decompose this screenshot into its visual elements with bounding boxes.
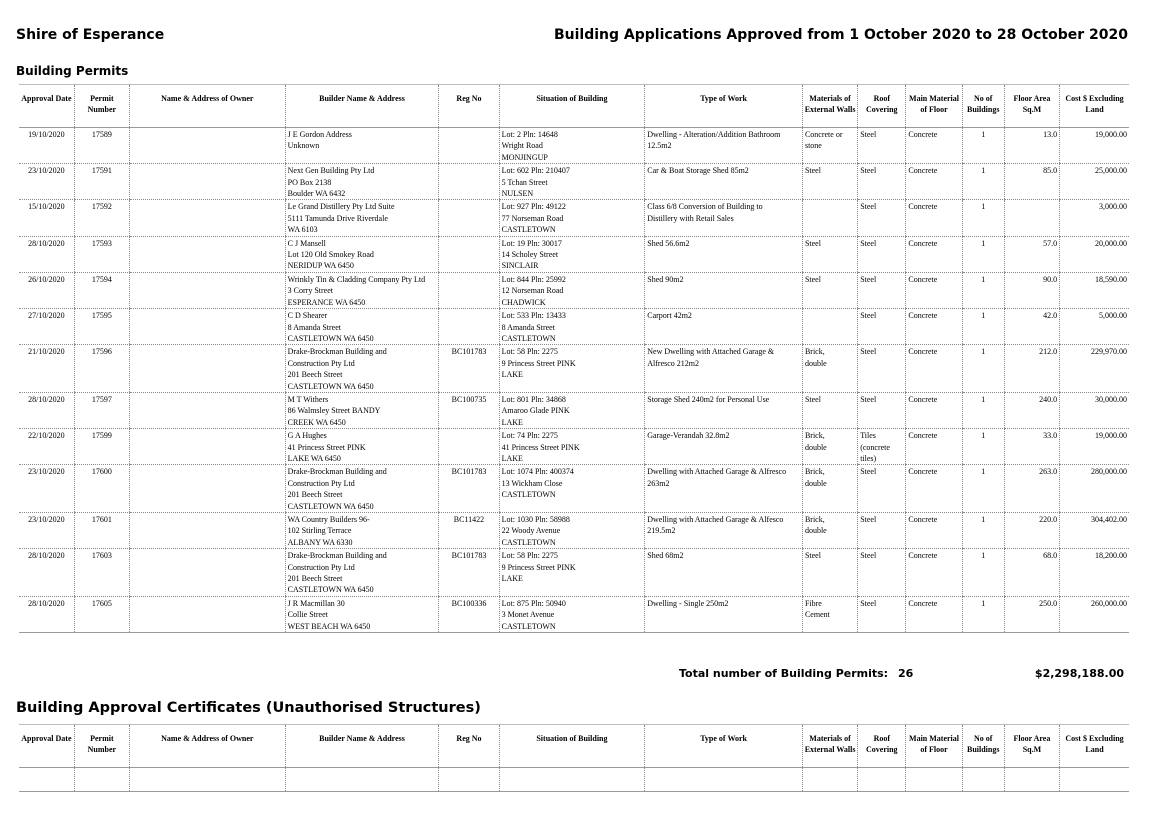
builder-cell: J R Macmillan 30 Collie Street WEST BEACH WA 6450: [285, 596, 439, 632]
col-header-owner: Name & Address of Owner: [129, 725, 285, 768]
col-header-reg-no: Reg No: [439, 85, 499, 128]
roof-covering-cell: Steel: [858, 392, 906, 428]
owner-cell: [129, 345, 285, 393]
type-of-work-cell: Shed 90m2: [645, 272, 803, 308]
owner-cell: [129, 128, 285, 164]
floor-material-cell: Concrete: [906, 309, 962, 345]
col-header-floor-material: Main Material of Floor: [906, 725, 962, 768]
empty-cell: [858, 768, 906, 792]
no-of-buildings-cell: 1: [962, 549, 1004, 597]
roof-covering-cell: Steel: [858, 465, 906, 513]
col-header-roof-covering: Roof Covering: [858, 725, 906, 768]
col-header-floor-material: Main Material of Floor: [906, 85, 962, 128]
reg-no-cell: [439, 236, 499, 272]
floor-material-cell: Concrete: [906, 236, 962, 272]
type-of-work-cell: Garage-Verandah 32.8m2: [645, 429, 803, 465]
external-walls-cell: Steel: [802, 392, 857, 428]
floor-area-cell: 212.0: [1004, 345, 1059, 393]
roof-covering-cell: Steel: [858, 236, 906, 272]
situation-cell: Lot: 602 Pln: 210407 5 Tchan Street NULSEN: [499, 164, 645, 200]
floor-area-cell: 13.0: [1004, 128, 1059, 164]
empty-cell: [1060, 768, 1129, 792]
approval-date-cell: 28/10/2020: [19, 549, 74, 597]
roof-covering-cell: Steel: [858, 345, 906, 393]
cost-cell: 20,000.00: [1060, 236, 1129, 272]
roof-covering-cell: Steel: [858, 272, 906, 308]
type-of-work-cell: New Dwelling with Attached Garage & Alfresco 212m2: [645, 345, 803, 393]
org-name: Shire of Esperance: [16, 27, 165, 43]
permit-row: [19, 272, 1129, 308]
type-of-work-cell: Class 6/8 Conversion of Building to Distillery with Retail Sales: [645, 200, 803, 236]
col-header-builder: Builder Name & Address: [285, 725, 439, 768]
builder-cell: J E Gordon Address Unknown: [285, 128, 439, 164]
type-of-work-cell: Dwelling with Attached Garage & Alfesco 219.5m2: [645, 513, 803, 549]
situation-cell: Lot: 533 Pln: 13433 8 Amanda Street CASTLETOWN: [499, 309, 645, 345]
floor-area-cell: 57.0: [1004, 236, 1059, 272]
empty-cell: [802, 768, 857, 792]
col-header-reg-no: Reg No: [439, 725, 499, 768]
roof-covering-cell: Steel: [858, 128, 906, 164]
situation-cell: Lot: 1074 Pln: 400374 13 Wickham Close CASTLETOWN: [499, 465, 645, 513]
owner-cell: [129, 465, 285, 513]
owner-cell: [129, 200, 285, 236]
permit-number-cell: 17603: [74, 549, 129, 597]
empty-cell: [439, 768, 499, 792]
certificates-body: [19, 768, 1129, 792]
floor-material-cell: Concrete: [906, 200, 962, 236]
floor-area-cell: 263.0: [1004, 465, 1059, 513]
empty-cell: [906, 768, 962, 792]
empty-cell: [645, 768, 803, 792]
builder-cell: Le Grand Distillery Pty Ltd Suite 5111 Tamunda Drive Riverdale WA 6103: [285, 200, 439, 236]
floor-area-cell: 220.0: [1004, 513, 1059, 549]
col-header-roof-covering: Roof Covering: [858, 85, 906, 128]
floor-material-cell: Concrete: [906, 429, 962, 465]
permit-row: [19, 309, 1129, 345]
approval-date-cell: 23/10/2020: [19, 164, 74, 200]
building-permits-heading: Building Permits: [16, 64, 129, 78]
permit-number-cell: 17591: [74, 164, 129, 200]
type-of-work-cell: Car & Boat Storage Shed 85m2: [645, 164, 803, 200]
floor-material-cell: Concrete: [906, 345, 962, 393]
owner-cell: [129, 596, 285, 632]
reg-no-cell: [439, 164, 499, 200]
permit-row: [19, 236, 1129, 272]
situation-cell: Lot: 74 Pln: 2275 41 Princess Street PINK LAKE: [499, 429, 645, 465]
situation-cell: Lot: 58 Pln: 2275 9 Princess Street PINK LAKE: [499, 549, 645, 597]
col-header-external-walls: Materials of External Walls: [802, 85, 857, 128]
empty-cell: [962, 768, 1004, 792]
empty-cell: [19, 768, 74, 792]
roof-covering-cell: Steel: [858, 200, 906, 236]
floor-material-cell: Concrete: [906, 513, 962, 549]
cost-cell: 304,402.00: [1060, 513, 1129, 549]
external-walls-cell: [802, 200, 857, 236]
building-permits-table: [19, 84, 1129, 633]
permit-number-cell: 17589: [74, 128, 129, 164]
situation-cell: Lot: 19 Pln: 30017 14 Scholey Street SINCLAIR: [499, 236, 645, 272]
col-header-cost: Cost $ Excluding Land: [1060, 725, 1129, 768]
no-of-buildings-cell: 1: [962, 128, 1004, 164]
situation-cell: Lot: 875 Pln: 50940 3 Monet Avenue CASTLETOWN: [499, 596, 645, 632]
cost-cell: 18,200.00: [1060, 549, 1129, 597]
empty-cell: [74, 768, 129, 792]
cost-cell: 5,000.00: [1060, 309, 1129, 345]
permit-row: [19, 128, 1129, 164]
reg-no-cell: BC100336: [439, 596, 499, 632]
empty-cell: [499, 768, 645, 792]
type-of-work-cell: Dwelling - Alteration/Addition Bathroom 12.5m2: [645, 128, 803, 164]
no-of-buildings-cell: 1: [962, 513, 1004, 549]
reg-no-cell: BC100735: [439, 392, 499, 428]
roof-covering-cell: Steel: [858, 309, 906, 345]
situation-cell: Lot: 1030 Pln: 58988 22 Woody Avenue CASTLETOWN: [499, 513, 645, 549]
floor-material-cell: Concrete: [906, 164, 962, 200]
builder-cell: WA Country Builders 96- 102 Stirling Terrace ALBANY WA 6330: [285, 513, 439, 549]
approval-date-cell: 28/10/2020: [19, 596, 74, 632]
no-of-buildings-cell: 1: [962, 465, 1004, 513]
permit-row: [19, 549, 1129, 597]
owner-cell: [129, 429, 285, 465]
approval-date-cell: 28/10/2020: [19, 392, 74, 428]
roof-covering-cell: Steel: [858, 596, 906, 632]
external-walls-cell: [802, 309, 857, 345]
col-header-approval-date: Approval Date: [19, 85, 74, 128]
permit-number-cell: 17593: [74, 236, 129, 272]
cost-cell: 25,000.00: [1060, 164, 1129, 200]
floor-area-cell: 240.0: [1004, 392, 1059, 428]
approval-date-cell: 28/10/2020: [19, 236, 74, 272]
col-header-owner: Name & Address of Owner: [129, 85, 285, 128]
permit-row: [19, 200, 1129, 236]
col-header-no-of-buildings: No of Buildings: [962, 725, 1004, 768]
external-walls-cell: Brick, double: [802, 345, 857, 393]
col-header-approval-date: Approval Date: [19, 725, 74, 768]
floor-material-cell: Concrete: [906, 596, 962, 632]
no-of-buildings-cell: 1: [962, 164, 1004, 200]
floor-material-cell: Concrete: [906, 392, 962, 428]
reg-no-cell: BC101783: [439, 549, 499, 597]
owner-cell: [129, 549, 285, 597]
external-walls-cell: Fibre Cement: [802, 596, 857, 632]
col-header-situation: Situation of Building: [499, 85, 645, 128]
floor-area-cell: 90.0: [1004, 272, 1059, 308]
permit-number-cell: 17599: [74, 429, 129, 465]
floor-material-cell: Concrete: [906, 549, 962, 597]
reg-no-cell: [439, 272, 499, 308]
floor-area-cell: 33.0: [1004, 429, 1059, 465]
roof-covering-cell: Tiles (concrete tiles): [858, 429, 906, 465]
permit-row: [19, 164, 1129, 200]
col-header-situation: Situation of Building: [499, 725, 645, 768]
col-header-type-of-work: Type of Work: [645, 725, 803, 768]
permit-row: [19, 345, 1129, 393]
no-of-buildings-cell: 1: [962, 200, 1004, 236]
type-of-work-cell: Dwelling - Single 250m2: [645, 596, 803, 632]
external-walls-cell: Brick, double: [802, 429, 857, 465]
owner-cell: [129, 236, 285, 272]
floor-area-cell: [1004, 200, 1059, 236]
permit-row: [19, 465, 1129, 513]
approval-certificates-table: [19, 724, 1129, 792]
builder-cell: M T Withers 86 Walmsley Street BANDY CREEK WA 6450: [285, 392, 439, 428]
cost-cell: 18,590.00: [1060, 272, 1129, 308]
empty-cell: [1004, 768, 1059, 792]
reg-no-cell: BC101783: [439, 465, 499, 513]
approval-date-cell: 22/10/2020: [19, 429, 74, 465]
type-of-work-cell: Shed 68m2: [645, 549, 803, 597]
floor-area-cell: 85.0: [1004, 164, 1059, 200]
situation-cell: Lot: 927 Pln: 49122 77 Norseman Road CASTLETOWN: [499, 200, 645, 236]
col-header-permit-number: Permit Number: [74, 725, 129, 768]
col-header-cost: Cost $ Excluding Land: [1060, 85, 1129, 128]
builder-cell: Drake-Brockman Building and Construction Pty Ltd 201 Beech Street CASTLETOWN WA 6450: [285, 549, 439, 597]
reg-no-cell: BC11422: [439, 513, 499, 549]
floor-material-cell: Concrete: [906, 272, 962, 308]
approval-date-cell: 19/10/2020: [19, 128, 74, 164]
approval-certificates-heading: Building Approval Certificates (Unauthorised Structures): [16, 700, 481, 716]
floor-material-cell: Concrete: [906, 128, 962, 164]
floor-area-cell: 250.0: [1004, 596, 1059, 632]
total-permits-cost: $2,298,188.00: [1034, 667, 1124, 680]
col-header-permit-number: Permit Number: [74, 85, 129, 128]
approval-date-cell: 23/10/2020: [19, 465, 74, 513]
reg-no-cell: [439, 200, 499, 236]
situation-cell: Lot: 58 Pln: 2275 9 Princess Street PINK LAKE: [499, 345, 645, 393]
permits-body: [19, 128, 1129, 633]
reg-no-cell: [439, 128, 499, 164]
roof-covering-cell: Steel: [858, 549, 906, 597]
permit-number-cell: 17596: [74, 345, 129, 393]
type-of-work-cell: Dwelling with Attached Garage & Alfresco 263m2: [645, 465, 803, 513]
reg-no-cell: BC101783: [439, 345, 499, 393]
owner-cell: [129, 309, 285, 345]
cost-cell: 3,000.00: [1060, 200, 1129, 236]
no-of-buildings-cell: 1: [962, 309, 1004, 345]
external-walls-cell: Steel: [802, 164, 857, 200]
permit-number-cell: 17601: [74, 513, 129, 549]
type-of-work-cell: Storage Shed 240m2 for Personal Use: [645, 392, 803, 428]
permits-header-row: [19, 85, 1129, 128]
builder-cell: C D Shearer 8 Amanda Street CASTLETOWN WA 6450: [285, 309, 439, 345]
empty-cell: [285, 768, 439, 792]
no-of-buildings-cell: 1: [962, 429, 1004, 465]
permit-row: [19, 513, 1129, 549]
col-header-builder: Builder Name & Address: [285, 85, 439, 128]
external-walls-cell: Steel: [802, 549, 857, 597]
builder-cell: Drake-Brockman Building and Construction Pty Ltd 201 Beech Street CASTLETOWN WA 6450: [285, 345, 439, 393]
total-permits-count: 26: [898, 667, 914, 680]
cost-cell: 30,000.00: [1060, 392, 1129, 428]
report-title: Building Applications Approved from 1 October 2020 to 28 October 2020: [554, 27, 1128, 43]
no-of-buildings-cell: 1: [962, 596, 1004, 632]
certificates-header-row: [19, 725, 1129, 768]
cost-cell: 280,000.00: [1060, 465, 1129, 513]
col-header-external-walls: Materials of External Walls: [802, 725, 857, 768]
builder-cell: Drake-Brockman Building and Construction Pty Ltd 201 Beech Street CASTLETOWN WA 6450: [285, 465, 439, 513]
reg-no-cell: [439, 309, 499, 345]
permit-number-cell: 17595: [74, 309, 129, 345]
cost-cell: 19,000.00: [1060, 128, 1129, 164]
builder-cell: G A Hughes 41 Princess Street PINK LAKE WA 6450: [285, 429, 439, 465]
floor-area-cell: 68.0: [1004, 549, 1059, 597]
floor-material-cell: Concrete: [906, 465, 962, 513]
permit-number-cell: 17600: [74, 465, 129, 513]
roof-covering-cell: Steel: [858, 164, 906, 200]
builder-cell: Wrinkly Tin & Cladding Company Pty Ltd 3 Corry Street ESPERANCE WA 6450: [285, 272, 439, 308]
no-of-buildings-cell: 1: [962, 236, 1004, 272]
situation-cell: Lot: 801 Pln: 34868 Amaroo Glade PINK LAKE: [499, 392, 645, 428]
external-walls-cell: Steel: [802, 272, 857, 308]
col-header-type-of-work: Type of Work: [645, 85, 803, 128]
permit-row: [19, 392, 1129, 428]
builder-cell: C J Mansell Lot 120 Old Smokey Road NERIDUP WA 6450: [285, 236, 439, 272]
col-header-floor-area: Floor Area Sq.M: [1004, 725, 1059, 768]
col-header-no-of-buildings: No of Buildings: [962, 85, 1004, 128]
permit-number-cell: 17592: [74, 200, 129, 236]
roof-covering-cell: Steel: [858, 513, 906, 549]
approval-date-cell: 26/10/2020: [19, 272, 74, 308]
external-walls-cell: Steel: [802, 236, 857, 272]
approval-date-cell: 27/10/2020: [19, 309, 74, 345]
permit-row: [19, 429, 1129, 465]
owner-cell: [129, 392, 285, 428]
approval-date-cell: 23/10/2020: [19, 513, 74, 549]
approval-date-cell: 15/10/2020: [19, 200, 74, 236]
type-of-work-cell: Carport 42m2: [645, 309, 803, 345]
cost-cell: 19,000.00: [1060, 429, 1129, 465]
permit-number-cell: 17597: [74, 392, 129, 428]
approval-date-cell: 21/10/2020: [19, 345, 74, 393]
no-of-buildings-cell: 1: [962, 392, 1004, 428]
owner-cell: [129, 272, 285, 308]
empty-row: [19, 768, 1129, 792]
owner-cell: [129, 513, 285, 549]
reg-no-cell: [439, 429, 499, 465]
floor-area-cell: 42.0: [1004, 309, 1059, 345]
col-header-floor-area: Floor Area Sq.M: [1004, 85, 1059, 128]
cost-cell: 260,000.00: [1060, 596, 1129, 632]
type-of-work-cell: Shed 56.6m2: [645, 236, 803, 272]
external-walls-cell: Brick, double: [802, 465, 857, 513]
situation-cell: Lot: 2 Pln: 14648 Wright Road MONJINGUP: [499, 128, 645, 164]
external-walls-cell: Concrete or stone: [802, 128, 857, 164]
empty-cell: [129, 768, 285, 792]
external-walls-cell: Brick, double: [802, 513, 857, 549]
no-of-buildings-cell: 1: [962, 345, 1004, 393]
permit-number-cell: 17594: [74, 272, 129, 308]
total-permits-label: Total number of Building Permits:: [679, 667, 889, 680]
permit-row: [19, 596, 1129, 632]
no-of-buildings-cell: 1: [962, 272, 1004, 308]
owner-cell: [129, 164, 285, 200]
builder-cell: Next Gen Building Pty Ltd PO Box 2138 Boulder WA 6432: [285, 164, 439, 200]
permit-number-cell: 17605: [74, 596, 129, 632]
situation-cell: Lot: 844 Pln: 25992 12 Norseman Road CHADWICK: [499, 272, 645, 308]
cost-cell: 229,970.00: [1060, 345, 1129, 393]
